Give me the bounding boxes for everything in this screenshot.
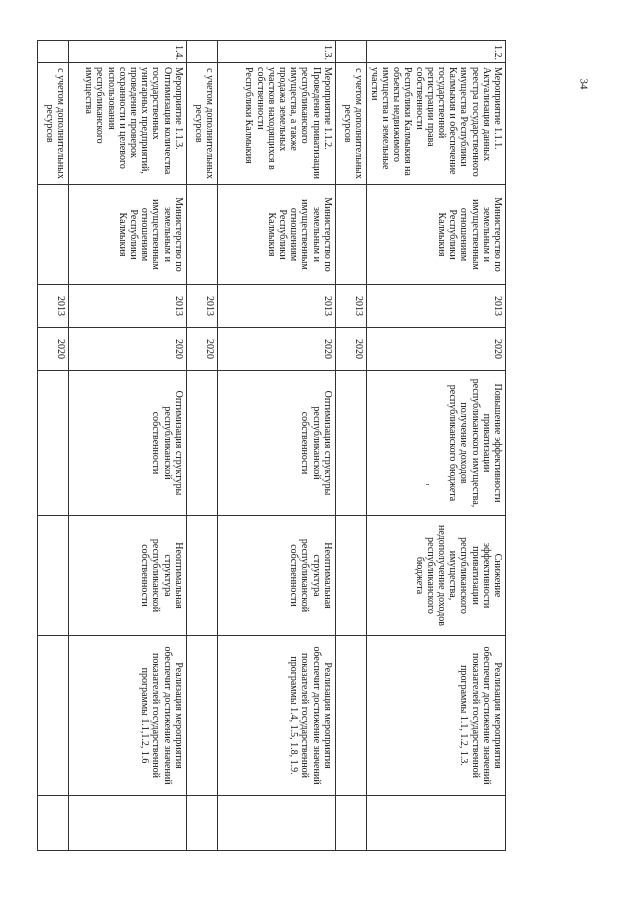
executor: Министерство по земельным и имущественным отношениям Республики Калмыкия: [217, 185, 335, 285]
table-row: [68, 41, 186, 851]
start-year: 2013: [335, 285, 366, 328]
end-year: 2020: [366, 328, 505, 371]
empty-cell: [68, 796, 186, 851]
empty-cell: [366, 796, 505, 851]
non-implementation-consequence: [335, 516, 366, 636]
executor: Министерство по земельным и имущественным отношениям Республики Калмыкия: [68, 185, 186, 285]
start-year: 2013: [217, 285, 335, 328]
row-number: [186, 41, 217, 63]
measure-name: с учетом дополнительных ресурсов: [335, 63, 366, 185]
non-implementation-consequence: [37, 516, 68, 636]
row-number: 1.3.: [217, 41, 335, 63]
row-number: [335, 41, 366, 63]
measure-name: с учетом дополнительных ресурсов: [37, 63, 68, 185]
row-number: 1.2.: [366, 41, 505, 63]
relation-to-indicators: [186, 636, 217, 796]
end-year: 2020: [186, 328, 217, 371]
non-implementation-consequence: [186, 516, 217, 636]
end-year: 2020: [37, 328, 68, 371]
measure-name: Мероприятие 1.1.2. Проведение приватизации республиканского имущества, а также продажа земельных участков находящихся в собственности Республики Калмыкия: [217, 63, 335, 185]
expected-result: [335, 371, 366, 516]
expected-result: [186, 371, 217, 516]
measure-name: Мероприятие 1.1.3. Оптимизация количества государственных унитарных предприятий, проведение проверок сохранности и целевого использования республиканского имущества: [68, 63, 186, 185]
start-year: 2013: [68, 285, 186, 328]
empty-cell: [186, 796, 217, 851]
row-number: [37, 41, 68, 63]
expected-result: Оптимизация структуры республиканской собственности: [217, 371, 335, 516]
page-number: 34: [577, 78, 590, 90]
non-implementation-consequence: Неоптимальная структура республиканской собственности: [68, 516, 186, 636]
non-implementation-consequence: Неоптимальная структура республиканской собственности: [217, 516, 335, 636]
executor: Министерство по земельным и имущественным отношениям Республики Калмыкия: [366, 185, 505, 285]
empty-cell: [37, 796, 68, 851]
rotated-table-area: [43, 40, 506, 850]
executor: [335, 185, 366, 285]
relation-to-indicators: Реализация мероприятия обеспечит достижение значений показателей государственной программы 1.1, 1.2, 1.3.: [366, 636, 505, 796]
end-year: 2020: [217, 328, 335, 371]
table-box: [43, 40, 506, 850]
table-row: [37, 41, 68, 851]
table-row: [335, 41, 366, 851]
relation-to-indicators: [335, 636, 366, 796]
start-year: 2013: [186, 285, 217, 328]
expected-result: Повышение эффективности приватизации республиканского имущества, получение доходов республиканского бюджета: [366, 371, 505, 516]
empty-cell: [217, 796, 335, 851]
relation-to-indicators: Реализация мероприятия обеспечит достижение значений показателей государственной программы 1.4, 1.5, 1.8, 1.9.: [217, 636, 335, 796]
measure-name: Мероприятие 1.1.1. Актуализация данных реестра государственного имущества Республики Калмыкия и обеспечение государственной регистрации права собственности Республики Калмыкия на объекты недвижимого имущества и земельные участки: [366, 63, 505, 185]
executor: [186, 185, 217, 285]
empty-cell: [335, 796, 366, 851]
table-row: [186, 41, 217, 851]
table-row: [217, 41, 335, 851]
start-year: 2013: [366, 285, 505, 328]
start-year: 2013: [37, 285, 68, 328]
row-number: 1.4.: [68, 41, 186, 63]
program-measures-table: [37, 40, 506, 851]
non-implementation-consequence: Снижение эффективности приватизации республиканского имущества, недополучение доходов республиканского бюджета: [366, 516, 505, 636]
relation-to-indicators: [37, 636, 68, 796]
end-year: 2020: [335, 328, 366, 371]
expected-result: Оптимизация структуры республиканской собственности: [68, 371, 186, 516]
relation-to-indicators: Реализация мероприятия обеспечит достижение значений показателей государственной программы 1.1,1.2, 1.6: [68, 636, 186, 796]
executor: [37, 185, 68, 285]
expected-result: [37, 371, 68, 516]
end-year: 2020: [68, 328, 186, 371]
table-row: [366, 41, 505, 851]
measure-name: с учетом дополнительных ресурсов: [186, 63, 217, 185]
